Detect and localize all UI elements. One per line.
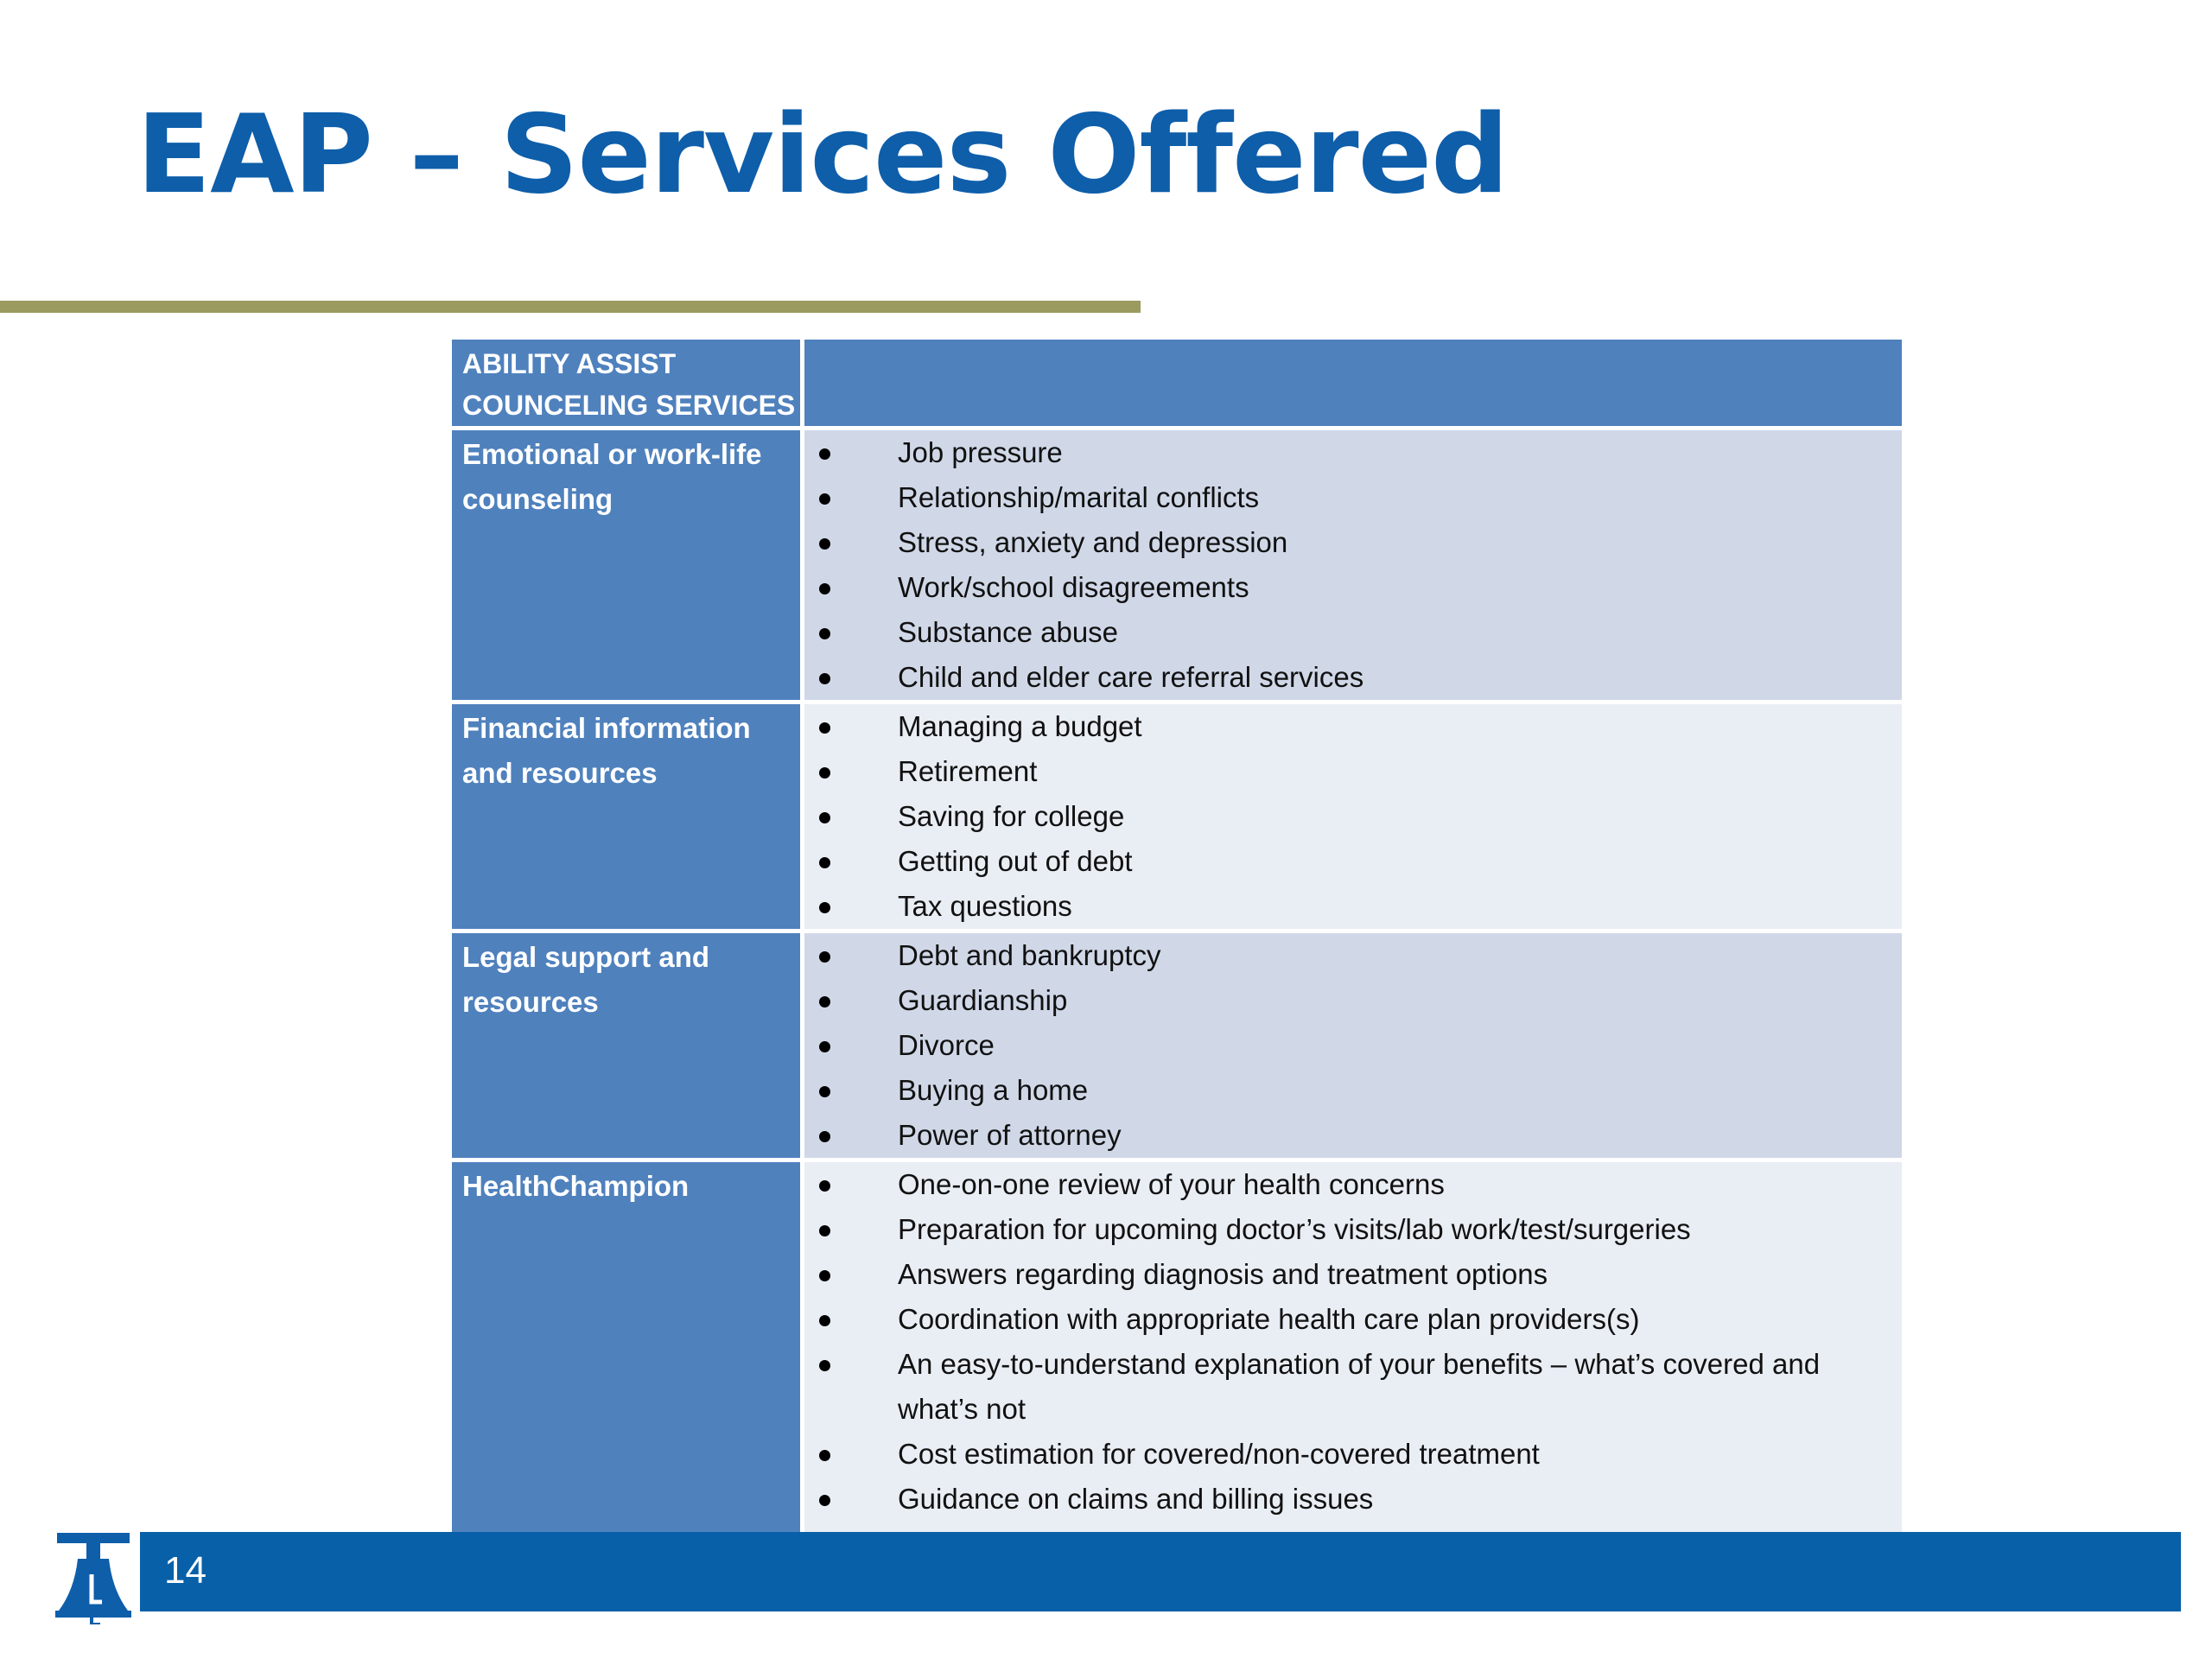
bullet-dot-icon (819, 722, 830, 734)
table-row (450, 702, 1904, 931)
list-item (804, 1297, 1893, 1342)
items-cell (803, 702, 1904, 931)
list-item-text: Managing a budget (898, 710, 1142, 742)
list-item (804, 565, 1893, 610)
category-label: Financial information and resources (462, 712, 751, 789)
bullet-dot-icon (819, 1086, 830, 1097)
bullet-dot-icon (819, 1225, 830, 1236)
list-item-text: Child and elder care referral services (898, 661, 1364, 693)
list-item-text: Stress, anxiety and depression (898, 526, 1288, 558)
list-item-text: Guidance on claims and billing issues (898, 1483, 1374, 1515)
list-item-text: Answers regarding diagnosis and treatment options (898, 1258, 1548, 1290)
category-cell (450, 702, 803, 931)
list-item (804, 794, 1893, 839)
title-divider (0, 301, 1141, 313)
bullet-dot-icon (819, 448, 830, 460)
table-header-row (450, 338, 1904, 429)
list-item (804, 520, 1893, 565)
list-item (804, 839, 1893, 884)
bullet-dot-icon (819, 1315, 830, 1326)
table-row (450, 1160, 1904, 1569)
list-item (804, 475, 1893, 520)
bullet-dot-icon (819, 1450, 830, 1461)
items-cell (803, 1160, 1904, 1569)
footer-bar (140, 1532, 2181, 1611)
list-item-text: Work/school disagreements (898, 571, 1249, 603)
list-item (804, 704, 1893, 749)
list-item-text: Divorce (898, 1029, 995, 1061)
list-item-text: Preparation for upcoming doctor’s visits/lab work/test/surgeries (898, 1213, 1691, 1245)
items-cell (803, 931, 1904, 1160)
category-cell (450, 1160, 803, 1569)
bullet-dot-icon (819, 1270, 830, 1281)
category-label: Emotional or work-life counseling (462, 438, 762, 515)
bullet-dot-icon (819, 812, 830, 823)
bullet-list (804, 1162, 1902, 1567)
list-item (804, 655, 1893, 700)
bullet-list (804, 933, 1902, 1158)
page-number: 14 (164, 1549, 207, 1592)
bullet-dot-icon (819, 1495, 830, 1506)
list-item (804, 610, 1893, 655)
bell-tower-logo-icon (52, 1529, 135, 1624)
category-cell (450, 429, 803, 702)
list-item (804, 1162, 1893, 1207)
bullet-dot-icon (819, 1360, 830, 1371)
list-item (804, 933, 1893, 978)
list-item (804, 978, 1893, 1023)
table-row (450, 931, 1904, 1160)
bullet-dot-icon (819, 857, 830, 868)
list-item-text: Buying a home (898, 1074, 1089, 1106)
category-label: HealthChampion (462, 1170, 690, 1202)
table-header-left (450, 338, 803, 429)
services-table (448, 335, 1906, 1571)
category-label: Legal support and resources (462, 941, 710, 1018)
bullet-dot-icon (819, 673, 830, 684)
list-item-text: Substance abuse (898, 616, 1119, 648)
category-cell (450, 931, 803, 1160)
list-item (804, 1113, 1893, 1158)
list-item-text: Guardianship (898, 984, 1068, 1016)
items-cell (803, 429, 1904, 702)
bullet-dot-icon (819, 1131, 830, 1142)
list-item-text: Job pressure (898, 436, 1063, 468)
bullet-dot-icon (819, 628, 830, 639)
list-item-text: Getting out of debt (898, 845, 1133, 877)
list-item-text: Debt and bankruptcy (898, 939, 1161, 971)
bullet-dot-icon (819, 1180, 830, 1192)
list-item-text: Retirement (898, 755, 1038, 787)
bullet-dot-icon (819, 538, 830, 550)
list-item-text: An easy-to-understand explanation of your benefits – what’s covered and what’s not (898, 1348, 1821, 1425)
list-item (804, 430, 1893, 475)
bullet-dot-icon (819, 1041, 830, 1052)
list-item (804, 1342, 1893, 1432)
bullet-dot-icon (819, 902, 830, 913)
bullet-dot-icon (819, 767, 830, 779)
slide-title: EAP – Services Offered (137, 91, 1509, 218)
bullet-dot-icon (819, 996, 830, 1007)
bullet-list (804, 430, 1902, 700)
list-item-text: Cost estimation for covered/non-covered treatment (898, 1438, 1540, 1470)
list-item (804, 1068, 1893, 1113)
header-right-label (804, 340, 1902, 343)
list-item (804, 1207, 1893, 1252)
list-item (804, 1252, 1893, 1297)
list-item (804, 1432, 1893, 1477)
list-item (804, 884, 1893, 929)
bullet-list (804, 704, 1902, 929)
list-item (804, 1477, 1893, 1522)
header-left-label: ABILITY ASSIST COUNCELING SERVICES (462, 348, 796, 421)
list-item-text: Saving for college (898, 800, 1125, 832)
list-item (804, 749, 1893, 794)
list-item-text: Power of attorney (898, 1119, 1122, 1151)
bullet-dot-icon (819, 493, 830, 505)
bullet-dot-icon (819, 583, 830, 594)
list-item-text: Tax questions (898, 890, 1072, 922)
list-item-text: Coordination with appropriate health care plan providers(s) (898, 1303, 1640, 1335)
list-item-text: One-on-one review of your health concerns (898, 1168, 1445, 1200)
table-row (450, 429, 1904, 702)
bullet-dot-icon (819, 951, 830, 963)
list-item-text: Relationship/marital conflicts (898, 481, 1260, 513)
table-header-right (803, 338, 1904, 429)
list-item (804, 1023, 1893, 1068)
